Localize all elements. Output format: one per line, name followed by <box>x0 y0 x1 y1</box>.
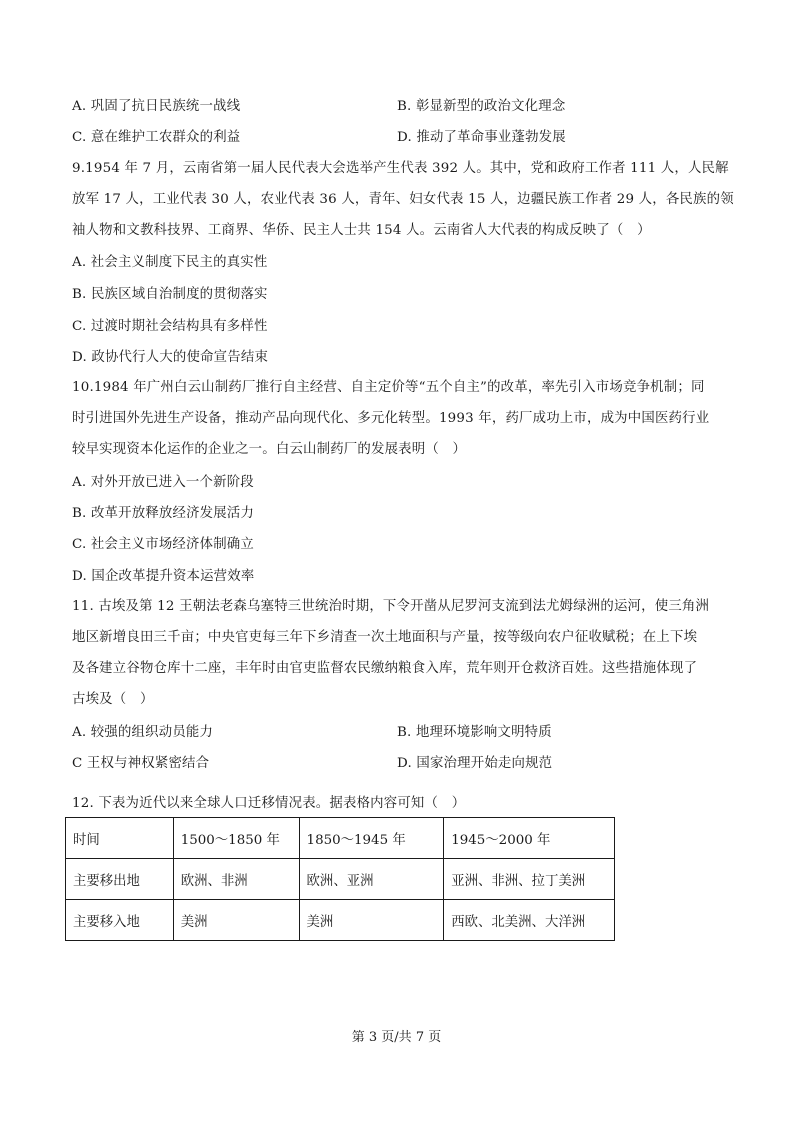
table-cell: 亚洲、非洲、拉丁美洲 <box>444 859 615 900</box>
page-number-footer: 第 3 页/共 7 页 <box>351 1030 442 1045</box>
table-cell: 主要移出地 <box>66 859 174 900</box>
q9-option-d: D. 政协代行人大的使命宣告结束 <box>72 350 269 365</box>
table-row <box>66 900 615 941</box>
q11-option-a: A. 较强的组织动员能力 <box>72 725 214 740</box>
q10-option-b: B. 改革开放释放经济发展活力 <box>72 506 255 521</box>
q11-option-d: D. 国家治理开始走向规范 <box>397 756 553 771</box>
q11-option-b: B. 地理环境影响文明特质 <box>397 725 552 740</box>
q10-option-a: A. 对外开放已进入一个新阶段 <box>72 475 254 490</box>
q8-option-b: B. 彰显新型的政治文化理念 <box>397 99 566 114</box>
migration-table <box>65 817 615 941</box>
table-cell: 美洲 <box>299 900 444 941</box>
q9-option-a: A. 社会主义制度下民主的真实性 <box>72 255 268 270</box>
q11-stem-line-2: 地区新增良田三千亩；中央官吏每三年下乡清查一次土地面积与产量，按等级向农户征收赋税；在上下埃 <box>72 630 698 645</box>
table-header-cell: 1945～2000 年 <box>444 818 615 859</box>
table-cell: 西欧、北美洲、大洋洲 <box>444 900 615 941</box>
q8-option-a: A. 巩固了抗日民族统一战线 <box>72 99 241 114</box>
table-cell: 美洲 <box>173 900 299 941</box>
q9-stem-line-3: 袖人物和文教科技界、工商界、华侨、民主人士共 154 人。云南省人大代表的构成反映了（ ） <box>72 223 651 238</box>
q11-option-c: C 王权与神权紧密结合 <box>72 756 210 771</box>
q11-stem-line-1: 11. 古埃及第 12 王朝法老森乌塞特三世统治时期，下令开凿从尼罗河支流到法尤姆绿洲的运河，使三角洲 <box>72 599 710 614</box>
q12-stem: 12. 下表为近代以来全球人口迁移情况表。据表格内容可知（ ） <box>72 796 466 811</box>
q10-option-d: D. 国企改革提升资本运营效率 <box>72 569 255 584</box>
q10-stem-line-2: 时引进国外先进生产设备，推动产品向现代化、多元化转型。1993 年，药厂成功上市，成为中国医药行业 <box>72 411 710 426</box>
table-header-cell: 1850～1945 年 <box>299 818 444 859</box>
table-header-cell: 1500～1850 年 <box>173 818 299 859</box>
q10-stem-line-3: 较早实现资本化运作的企业之一。白云山制药厂的发展表明（ ） <box>72 442 467 457</box>
table-header-row <box>66 818 615 859</box>
q9-option-c: C. 过渡时期社会结构具有多样性 <box>72 319 268 334</box>
q11-stem-line-3: 及各建立谷物仓库十二座，丰年时由官吏监督农民缴纳粮食入库，荒年则开仓救济百姓。这些措施体现了 <box>72 661 698 676</box>
table-header-cell: 时间 <box>66 818 174 859</box>
table-cell: 主要移入地 <box>66 900 174 941</box>
q9-stem-line-2: 放军 17 人，工业代表 30 人，农业代表 36 人，青年、妇女代表 15 人，边疆民族工作者 29 人，各民族的领 <box>72 192 734 207</box>
table-row <box>66 859 615 900</box>
q9-option-b: B. 民族区域自治制度的贯彻落实 <box>72 287 268 302</box>
q10-option-c: C. 社会主义市场经济体制确立 <box>72 537 254 552</box>
table-cell: 欧洲、亚洲 <box>299 859 444 900</box>
q10-stem-line-1: 10.1984 年广州白云山制药厂推行自主经营、自主定价等“五个自主”的改革，率先引入市场竞争机制；同 <box>72 380 705 395</box>
table-cell: 欧洲、非洲 <box>173 859 299 900</box>
q11-stem-line-4: 古埃及（ ） <box>72 692 154 707</box>
q9-stem-line-1: 9.1954 年 7 月，云南省第一届人民代表大会选举产生代表 392 人。其中，党和政府工作者 111 人，人民解 <box>72 161 729 176</box>
q8-option-d: D. 推动了革命事业蓬勃发展 <box>397 130 566 145</box>
q8-option-c: C. 意在维护工农群众的利益 <box>72 130 241 145</box>
